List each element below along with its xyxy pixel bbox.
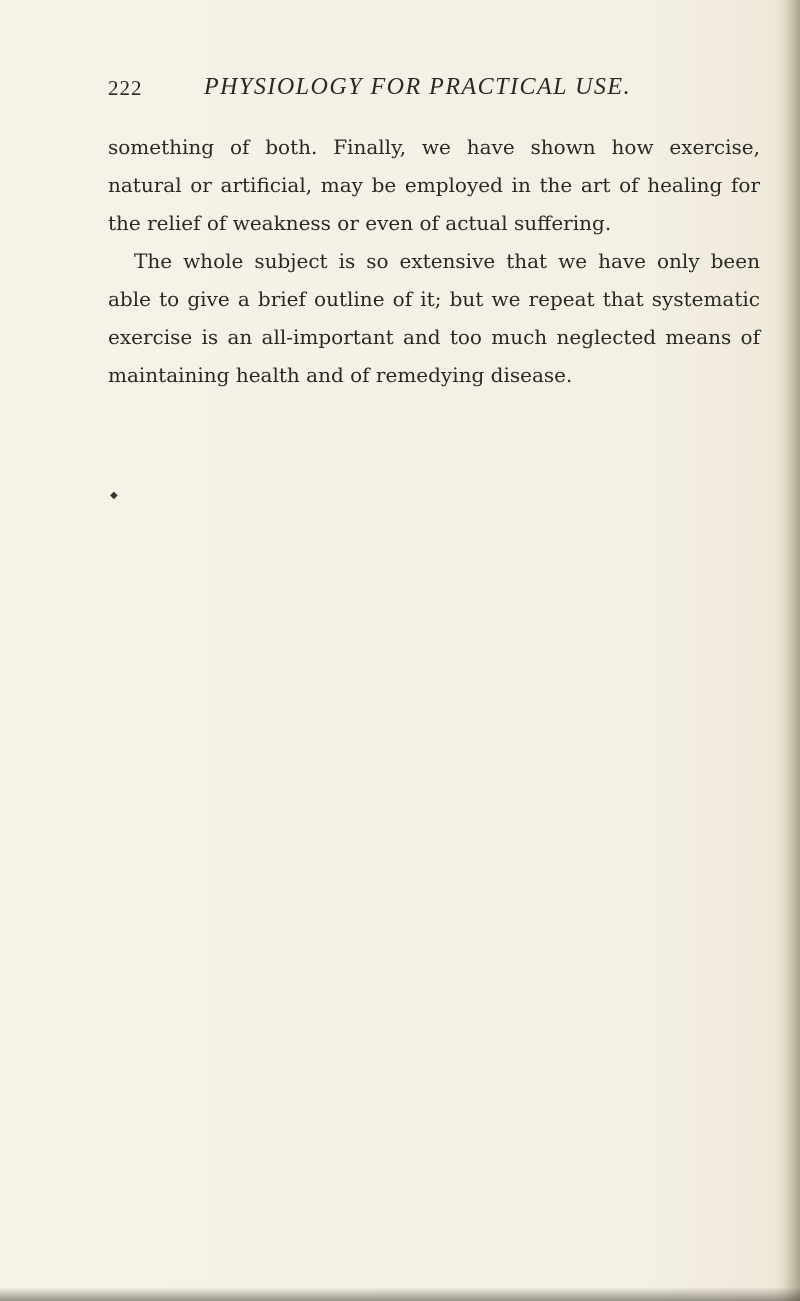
paragraph-continued: something of both. Finally, we have shown how exercise, natural or artificial, may be employed in the art of healing for the relief of weakness or even of actual suffering. xyxy=(108,135,760,235)
page-edge-shadow xyxy=(776,0,800,1301)
page-header xyxy=(108,76,768,108)
ink-speck: ◆ xyxy=(110,490,118,501)
paragraph-conclusion: The whole subject is so extensive that we have only been able to give a brief outline of it; but we repeat that systematic exercise is an all-important and too much neglected means of maintaining health and of remedying disease. xyxy=(108,249,760,387)
body-text xyxy=(108,128,760,394)
running-title: PHYSIOLOGY FOR PRACTICAL USE. xyxy=(204,74,632,100)
page-number: 222 xyxy=(108,76,143,100)
page-bottom-shadow xyxy=(0,1287,800,1301)
